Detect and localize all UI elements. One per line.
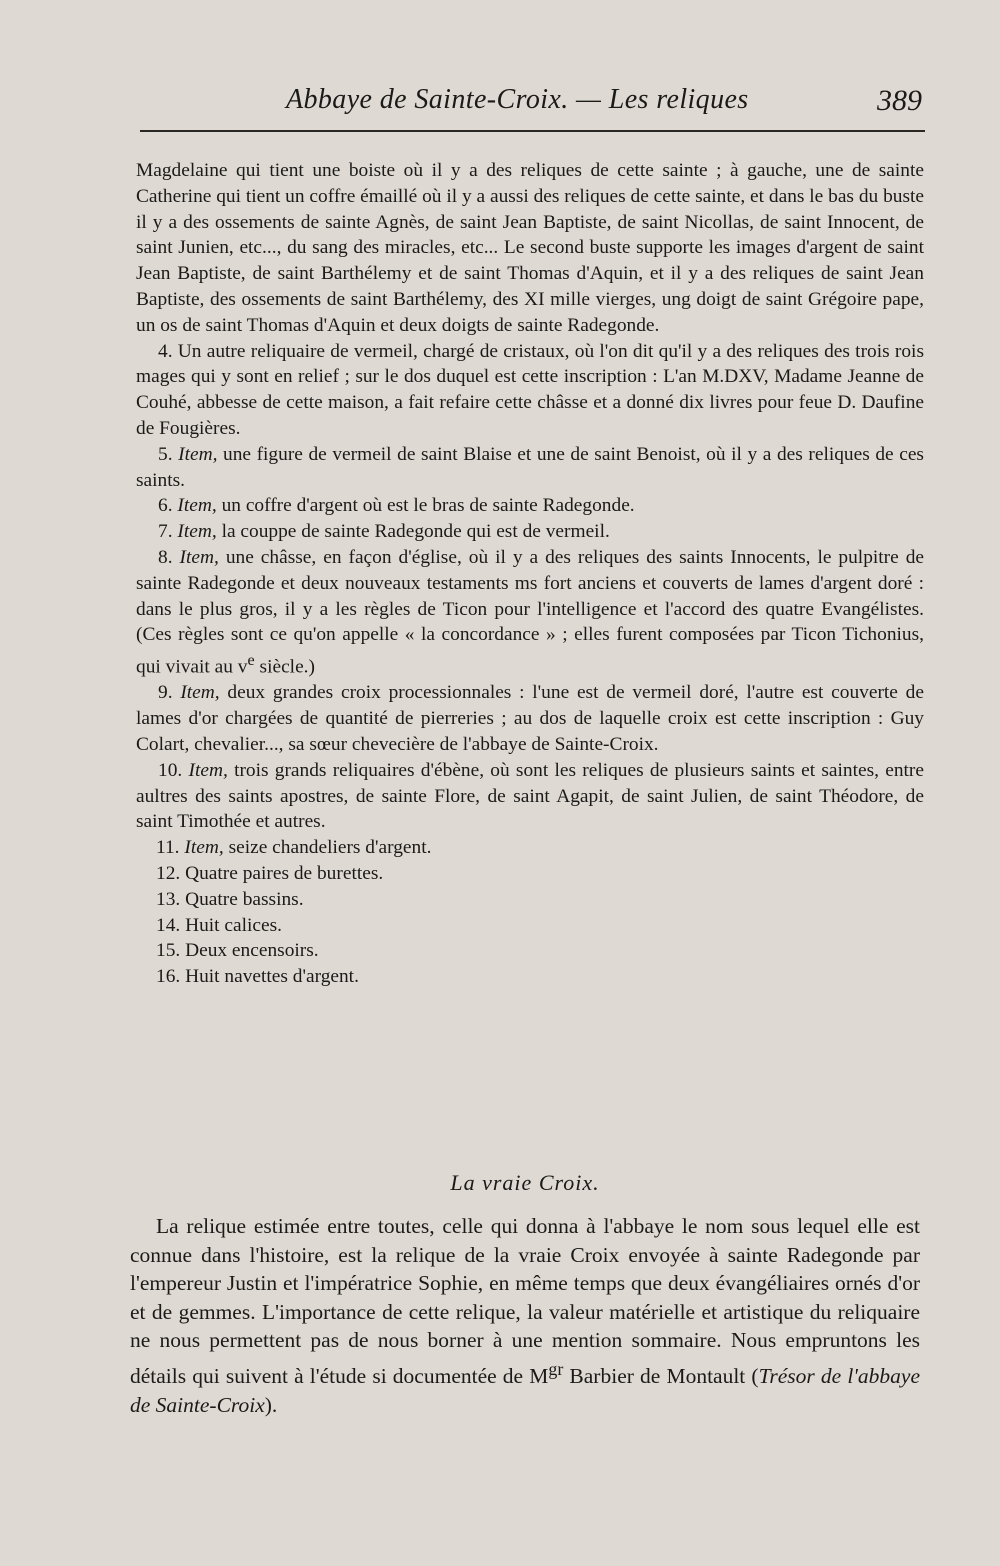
item-number: 9. (158, 682, 173, 704)
item-6 (136, 493, 924, 519)
item-16: 16. Huit navettes d'argent. (156, 966, 359, 988)
item-11 (136, 835, 924, 861)
century-numeral: v (237, 656, 248, 678)
item-12: 12. Quatre paires de burettes. (156, 862, 384, 884)
item-number: 11. (156, 837, 180, 859)
item-keyword: Item, (179, 546, 219, 568)
item-15: 15. Deux encensoirs. (156, 940, 319, 962)
item-number: 10. (158, 759, 183, 781)
closing-paragraph-block (130, 1212, 920, 1419)
item-number: 5. (158, 443, 173, 465)
item-keyword: Item, (177, 521, 217, 543)
item-8 (136, 545, 924, 680)
section-heading-text: La vraie Croix. (450, 1170, 600, 1195)
item-keyword: Item, (178, 443, 218, 465)
item-number: 7. (158, 521, 173, 543)
closing-paragraph (130, 1212, 920, 1419)
item-text: une châsse, en façon d'église, où il y a des reliques des saints Innocents, le pulpitre de sainte Radegonde et deux nouveaux testaments ms fort anciens et couverts de lames d'argent doré : dans le plus gros, il y a les règles de Ticon pour l'intelligence et l'accord des quatre Evangélistes. (Ces règles sont ce qu'on appelle « la concordance » ; elles furent composées par Ticon Tichonius, qui vivait au (136, 546, 924, 678)
item-14: 14. Huit calices. (156, 914, 283, 936)
item-keyword: Item, (180, 682, 220, 704)
item-7 (136, 519, 924, 545)
item-number: 8. (158, 546, 173, 568)
closing-punctuation: ). (264, 1392, 278, 1417)
closing-text: La relique estimée entre toutes, celle qui donna à l'abbaye le nom sous lequel elle est connue dans l'histoire, est la relique de la vraie Croix envoyée à sainte Radegonde par l'empereur Justin et l'impératrice Sophie, en même temps que deux évangéliaires ornés d'or et de gemmes. L'importance de cette relique, la valeur matérielle et artistique du reliquaire ne nous permettent pas de nous borner à une mention sommaire. Nous empruntons les détails qui suivent à l'étude si documentée de M (130, 1214, 920, 1389)
item-4: 4. Un autre reliquaire de vermeil, chargé de cristaux, où l'on dit qu'il y a des reliques des trois rois mages qui y sont en relief ; sur le dos duquel est cette inscription : L'an M.DXV, Madame Jeanne de Couhé, abbesse de cette maison, a fait refaire cette châsse et a donné dix livres pour feue D. Daufine de Fougières. (136, 340, 924, 439)
item-text: une figure de vermeil de saint Blaise et une de saint Benoist, où il y a des reliques de ces saints. (136, 443, 924, 491)
century-superscript: e (247, 652, 255, 670)
cited-work-title: Trésor de l'abbaye de Sainte-Croix (130, 1364, 920, 1417)
item-number: 6. (158, 495, 173, 517)
item-5 (136, 442, 924, 494)
item-keyword: Item, (177, 495, 217, 517)
item-text: la couppe de sainte Radegonde qui est de vermeil. (221, 521, 610, 543)
item-10 (136, 758, 924, 835)
item-text: trois grands reliquaires d'ébène, où sont les reliques de plusieurs saints et saintes, entre aultres des saints apostres, de sainte Flore, de saint Agapit, de saint Julien, de saint Théodore, de saint Timothée et autres. (136, 759, 924, 833)
item-text: deux grandes croix processionnales : l'une est de vermeil doré, l'autre est couverte de lames d'or chargées de quantité de pierreries ; au dos de laquelle croix est cette inscription : Guy Colart, chevalier..., sa sœur chevecière de l'abbaye de Sainte-Croix. (136, 682, 924, 755)
title-abbreviation: gr (548, 1358, 564, 1379)
running-head (140, 82, 930, 132)
item-keyword: Item, (188, 759, 228, 781)
author-name: Barbier de Montault ( (569, 1364, 759, 1389)
section-heading (0, 1170, 1000, 1196)
item-text-end: siècle.) (259, 656, 315, 678)
running-title: Abbaye de Sainte-Croix. — Les reliques (286, 84, 749, 115)
item-13: 13. Quatre bassins. (156, 888, 304, 910)
paragraph-continuation: Magdelaine qui tient une boiste où il y a des reliques de cette sainte ; à gauche, une de sainte Catherine qui tient un coffre émaillé où il y a aussi des reliques de cette sainte, et dans le bas du buste il y a des ossements de sainte Agnès, de saint Jean Baptiste, de saint Nicollas, de saint Innocent, de saint Junien, etc..., du sang des miracles, etc... Le second buste supporte les images d'argent de saint Jean Baptiste, de saint Barthélemy et de saint Thomas d'Aquin, et il y a des reliques de saint Jean Baptiste, des ossements de saint Barthélemy, des XI mille vierges, ung doigt de saint Grégoire pape, un os de saint Thomas d'Aquin et deux doigts de sainte Radegonde. (136, 160, 924, 336)
header-rule (140, 130, 925, 132)
page-number: 389 (877, 84, 922, 117)
item-9 (136, 680, 924, 757)
item-keyword: Item, (184, 837, 224, 859)
inventory-text (136, 158, 924, 990)
item-text: seize chandeliers d'argent. (228, 837, 432, 859)
item-text: un coffre d'argent où est le bras de sainte Radegonde. (221, 495, 635, 517)
